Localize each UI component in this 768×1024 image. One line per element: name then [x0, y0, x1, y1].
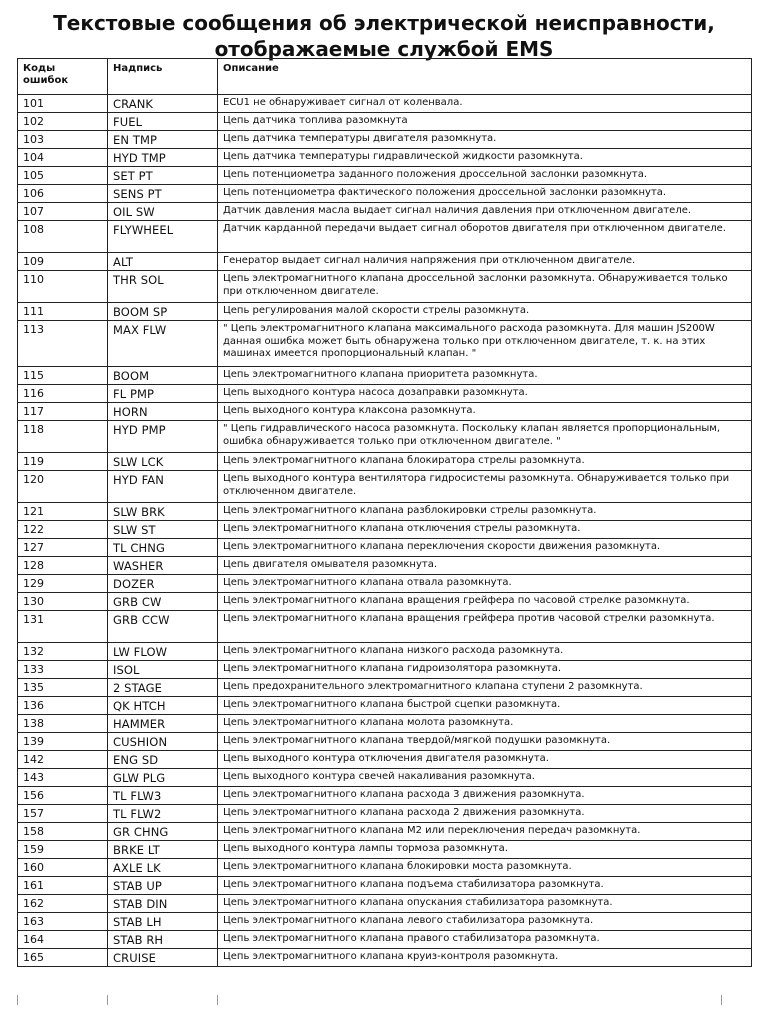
description-cell: Цепь двигателя омывателя разомкнута. — [218, 557, 752, 575]
table-row — [18, 661, 752, 679]
table-row — [18, 421, 752, 453]
bottom-mark — [107, 995, 108, 1005]
label-cell: SLW ST — [108, 521, 218, 539]
label-cell: ENG SD — [108, 751, 218, 769]
error-code-cell: 162 — [18, 895, 108, 913]
table-row — [18, 113, 752, 131]
description-cell: " Цепь электромагнитного клапана максимального расхода разомкнута. Для машин JS200W данная ошибка может быть обнаружена только при отключенном двигателе, т. к. на этих машинах имеется пропорциональный клапан. " — [218, 321, 752, 367]
table-row — [18, 403, 752, 421]
description-cell: Цепь датчика температуры гидравлической жидкости разомкнута. — [218, 149, 752, 167]
label-cell: SLW BRK — [108, 503, 218, 521]
table-row — [18, 913, 752, 931]
description-cell: " Цепь гидравлического насоса разомкнута. Поскольку клапан является пропорциональным, ошибка обнаруживается только при отключенном двигателе. " — [218, 421, 752, 453]
description-cell: Датчик давления масла выдает сигнал наличия давления при отключенном двигателе. — [218, 203, 752, 221]
error-code-cell: 143 — [18, 769, 108, 787]
error-code-cell: 163 — [18, 913, 108, 931]
error-code-cell: 121 — [18, 503, 108, 521]
table-row — [18, 503, 752, 521]
label-cell: TL FLW2 — [108, 805, 218, 823]
description-cell: Цепь электромагнитного клапана блокировки моста разомкнута. — [218, 859, 752, 877]
title-line-2: отображаемые службой EMS — [214, 37, 554, 61]
table-row — [18, 253, 752, 271]
table-row — [18, 593, 752, 611]
label-cell: HORN — [108, 403, 218, 421]
label-cell: STAB RH — [108, 931, 218, 949]
table-row — [18, 575, 752, 593]
label-cell: HYD FAN — [108, 471, 218, 503]
label-cell: LW FLOW — [108, 643, 218, 661]
label-cell: EN TMP — [108, 131, 218, 149]
description-cell: Цепь электромагнитного клапана подъема стабилизатора разомкнута. — [218, 877, 752, 895]
error-code-cell: 131 — [18, 611, 108, 643]
description-cell: Цепь электромагнитного клапана отвала разомкнута. — [218, 575, 752, 593]
label-cell: CRANK — [108, 95, 218, 113]
table-row — [18, 949, 752, 967]
label-cell: QK HTCH — [108, 697, 218, 715]
description-cell: Цепь потенциометра фактического положения дроссельной заслонки разомкнута. — [218, 185, 752, 203]
table-row — [18, 321, 752, 367]
error-code-cell: 111 — [18, 303, 108, 321]
error-code-cell: 164 — [18, 931, 108, 949]
error-code-cell: 115 — [18, 367, 108, 385]
description-cell: Цепь электромагнитного клапана отключения стрелы разомкнута. — [218, 521, 752, 539]
label-cell: TL FLW3 — [108, 787, 218, 805]
table-row — [18, 539, 752, 557]
error-code-cell: 157 — [18, 805, 108, 823]
table-row — [18, 131, 752, 149]
table-row — [18, 841, 752, 859]
label-cell: GRB CW — [108, 593, 218, 611]
label-cell: BOOM SP — [108, 303, 218, 321]
table-row — [18, 787, 752, 805]
error-code-cell: 101 — [18, 95, 108, 113]
description-cell: Цепь выходного контура клаксона разомкнута. — [218, 403, 752, 421]
label-cell: ALT — [108, 253, 218, 271]
error-code-cell: 128 — [18, 557, 108, 575]
table-row — [18, 931, 752, 949]
label-cell: GRB CCW — [108, 611, 218, 643]
table-row — [18, 203, 752, 221]
description-cell: Цепь электромагнитного клапана низкого расхода разомкнута. — [218, 643, 752, 661]
column-header-label: Надпись — [108, 59, 218, 95]
bottom-mark — [17, 995, 18, 1005]
table-row — [18, 859, 752, 877]
error-code-cell: 113 — [18, 321, 108, 367]
error-code-cell: 104 — [18, 149, 108, 167]
table-row — [18, 453, 752, 471]
label-cell: HAMMER — [108, 715, 218, 733]
label-cell: FL PMP — [108, 385, 218, 403]
error-code-cell: 108 — [18, 221, 108, 253]
label-cell: BRKE LT — [108, 841, 218, 859]
description-cell: Цепь электромагнитного клапана молота разомкнута. — [218, 715, 752, 733]
label-cell: DOZER — [108, 575, 218, 593]
error-code-cell: 158 — [18, 823, 108, 841]
description-cell: Цепь выходного контура лампы тормоза разомкнута. — [218, 841, 752, 859]
label-cell: STAB DIN — [108, 895, 218, 913]
error-code-cell: 103 — [18, 131, 108, 149]
error-code-cell: 161 — [18, 877, 108, 895]
table-row — [18, 751, 752, 769]
error-code-cell: 135 — [18, 679, 108, 697]
label-cell: GLW PLG — [108, 769, 218, 787]
description-cell: Цепь электромагнитного клапана круиз-контроля разомкнута. — [218, 949, 752, 967]
description-cell: Цепь выходного контура вентилятора гидросистемы разомкнута. Обнаруживается только при отключенном двигателе. — [218, 471, 752, 503]
table-row — [18, 185, 752, 203]
bottom-mark — [217, 995, 218, 1005]
table-row — [18, 221, 752, 253]
label-cell: MAX FLW — [108, 321, 218, 367]
error-code-cell: 133 — [18, 661, 108, 679]
description-cell: Цепь электромагнитного клапана гидроизолятора разомкнута. — [218, 661, 752, 679]
description-cell: Цепь электромагнитного клапана M2 или переключения передач разомкнута. — [218, 823, 752, 841]
error-code-cell: 110 — [18, 271, 108, 303]
description-cell: Цепь выходного контура насоса дозаправки разомкнута. — [218, 385, 752, 403]
table-row — [18, 471, 752, 503]
table-row — [18, 697, 752, 715]
error-code-cell: 160 — [18, 859, 108, 877]
error-code-cell: 119 — [18, 453, 108, 471]
error-code-cell: 107 — [18, 203, 108, 221]
label-cell: SET PT — [108, 167, 218, 185]
table-row — [18, 149, 752, 167]
error-code-cell: 102 — [18, 113, 108, 131]
error-code-cell: 118 — [18, 421, 108, 453]
description-cell: Цепь электромагнитного клапана разблокировки стрелы разомкнута. — [218, 503, 752, 521]
description-cell: Цепь датчика температуры двигателя разомкнута. — [218, 131, 752, 149]
title-line-1: Текстовые сообщения об электрической неисправности, — [53, 11, 715, 35]
label-cell: FUEL — [108, 113, 218, 131]
description-cell: Цепь электромагнитного клапана опускания стабилизатора разомкнута. — [218, 895, 752, 913]
description-cell: Цепь предохранительного электромагнитного клапана ступени 2 разомкнута. — [218, 679, 752, 697]
error-code-cell: 109 — [18, 253, 108, 271]
description-cell: Цепь выходного контура отключения двигателя разомкнута. — [218, 751, 752, 769]
error-code-cell: 136 — [18, 697, 108, 715]
description-cell: Цепь электромагнитного клапана твердой/мягкой подушки разомкнута. — [218, 733, 752, 751]
label-cell: HYD TMP — [108, 149, 218, 167]
description-cell: Цепь электромагнитного клапана переключения скорости движения разомкнута. — [218, 539, 752, 557]
label-cell: STAB UP — [108, 877, 218, 895]
error-codes-table — [17, 58, 752, 967]
label-cell: TL CHNG — [108, 539, 218, 557]
label-cell: ISOL — [108, 661, 218, 679]
table-row — [18, 643, 752, 661]
column-header-codes: Коды ошибок — [18, 59, 108, 95]
error-code-cell: 132 — [18, 643, 108, 661]
description-cell: Цепь датчика топлива разомкнута — [218, 113, 752, 131]
error-code-cell: 106 — [18, 185, 108, 203]
error-code-cell: 120 — [18, 471, 108, 503]
table-row — [18, 769, 752, 787]
label-cell: CUSHION — [108, 733, 218, 751]
description-cell: Цепь электромагнитного клапана вращения грейфера против часовой стрелки разомкнута. — [218, 611, 752, 643]
error-code-cell: 105 — [18, 167, 108, 185]
table-row — [18, 95, 752, 113]
table-row — [18, 385, 752, 403]
page-bottom-marks — [17, 995, 751, 1005]
error-code-cell: 127 — [18, 539, 108, 557]
description-cell: Цепь электромагнитного клапана приоритета разомкнута. — [218, 367, 752, 385]
label-cell: HYD PMP — [108, 421, 218, 453]
label-cell: SENS PT — [108, 185, 218, 203]
page-title — [0, 10, 768, 62]
label-cell: 2 STAGE — [108, 679, 218, 697]
bottom-mark — [721, 995, 722, 1005]
column-header-description: Описание — [218, 59, 752, 95]
table-row — [18, 679, 752, 697]
table-row — [18, 823, 752, 841]
label-cell: BOOM — [108, 367, 218, 385]
description-cell: Цепь электромагнитного клапана левого стабилизатора разомкнута. — [218, 913, 752, 931]
table-row — [18, 367, 752, 385]
table-row — [18, 611, 752, 643]
label-cell: FLYWHEEL — [108, 221, 218, 253]
table-row — [18, 877, 752, 895]
error-code-cell: 159 — [18, 841, 108, 859]
table-row — [18, 715, 752, 733]
error-code-cell: 117 — [18, 403, 108, 421]
description-cell: Генератор выдает сигнал наличия напряжения при отключенном двигателе. — [218, 253, 752, 271]
label-cell: SLW LCK — [108, 453, 218, 471]
table-row — [18, 557, 752, 575]
description-cell: Цепь регулирования малой скорости стрелы разомкнута. — [218, 303, 752, 321]
table-header-row — [18, 59, 752, 95]
error-code-cell: 129 — [18, 575, 108, 593]
table-row — [18, 805, 752, 823]
description-cell: Цепь электромагнитного клапана быстрой сцепки разомкнута. — [218, 697, 752, 715]
table-body — [18, 95, 752, 967]
description-cell: Цепь электромагнитного клапана блокиратора стрелы разомкнута. — [218, 453, 752, 471]
description-cell: Цепь электромагнитного клапана вращения грейфера по часовой стрелке разомкнута. — [218, 593, 752, 611]
description-cell: Цепь электромагнитного клапана правого стабилизатора разомкнута. — [218, 931, 752, 949]
error-code-cell: 165 — [18, 949, 108, 967]
error-code-cell: 139 — [18, 733, 108, 751]
description-cell: Цепь электромагнитного клапана расхода 2 движения разомкнута. — [218, 805, 752, 823]
description-cell: Датчик карданной передачи выдает сигнал оборотов двигателя при отключенном двигателе. — [218, 221, 752, 253]
error-code-cell: 130 — [18, 593, 108, 611]
table-row — [18, 271, 752, 303]
description-cell: ECU1 не обнаруживает сигнал от коленвала. — [218, 95, 752, 113]
label-cell: STAB LH — [108, 913, 218, 931]
error-code-cell: 142 — [18, 751, 108, 769]
description-cell: Цепь выходного контура свечей накаливания разомкнута. — [218, 769, 752, 787]
description-cell: Цепь электромагнитного клапана дроссельной заслонки разомкнута. Обнаруживается только при отключенном двигателе. — [218, 271, 752, 303]
error-code-cell: 138 — [18, 715, 108, 733]
error-code-cell: 156 — [18, 787, 108, 805]
description-cell: Цепь потенциометра заданного положения дроссельной заслонки разомкнута. — [218, 167, 752, 185]
table-row — [18, 895, 752, 913]
table-row — [18, 733, 752, 751]
label-cell: THR SOL — [108, 271, 218, 303]
error-code-cell: 116 — [18, 385, 108, 403]
table-row — [18, 521, 752, 539]
label-cell: OIL SW — [108, 203, 218, 221]
table-row — [18, 303, 752, 321]
label-cell: WASHER — [108, 557, 218, 575]
label-cell: CRUISE — [108, 949, 218, 967]
error-code-cell: 122 — [18, 521, 108, 539]
table-row — [18, 167, 752, 185]
label-cell: AXLE LK — [108, 859, 218, 877]
label-cell: GR CHNG — [108, 823, 218, 841]
description-cell: Цепь электромагнитного клапана расхода 3 движения разомкнута. — [218, 787, 752, 805]
